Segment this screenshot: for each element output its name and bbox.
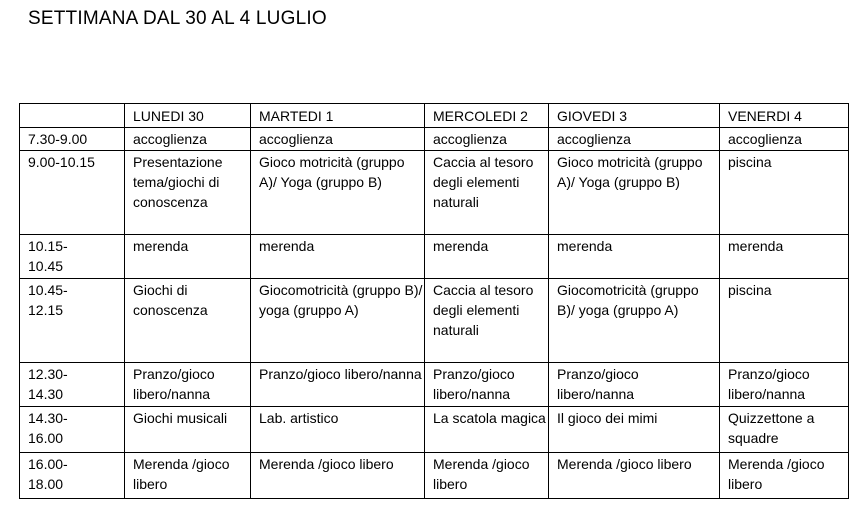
activity-cell-monday: Giochi di conoscenza xyxy=(125,279,251,363)
activity-cell-tuesday: Giocomotricità (gruppo B)/ yoga (gruppo A) xyxy=(251,279,425,363)
activity-cell-thursday: Gioco motricità (gruppo A)/ Yoga (gruppo B) xyxy=(549,151,720,235)
table-header-row xyxy=(20,104,849,128)
activity-cell-wednesday: Pranzo/gioco libero/nanna xyxy=(425,363,549,407)
activity-cell-wednesday: Merenda /gioco libero xyxy=(425,453,549,499)
time-cell: 10.15-10.45 xyxy=(20,235,125,279)
header-thursday: GIOVEDI 3 xyxy=(549,104,720,128)
header-monday: LUNEDI 30 xyxy=(125,104,251,128)
activity-cell-monday: Merenda /gioco libero xyxy=(125,453,251,499)
table-row xyxy=(20,128,849,151)
activity-cell-thursday: merenda xyxy=(549,235,720,279)
time-cell: 16.00-18.00 xyxy=(20,453,125,499)
activity-cell-friday: Merenda /gioco libero xyxy=(720,453,849,499)
activity-cell-wednesday: merenda xyxy=(425,235,549,279)
activity-cell-thursday: accoglienza xyxy=(549,128,720,151)
header-tuesday: MARTEDI 1 xyxy=(251,104,425,128)
activity-cell-tuesday: Pranzo/gioco libero/nanna xyxy=(251,363,425,407)
header-wednesday: MERCOLEDI 2 xyxy=(425,104,549,128)
table-row xyxy=(20,279,849,363)
activity-cell-thursday: Merenda /gioco libero xyxy=(549,453,720,499)
activity-cell-friday: piscina xyxy=(720,279,849,363)
activity-cell-friday: piscina xyxy=(720,151,849,235)
activity-cell-wednesday: accoglienza xyxy=(425,128,549,151)
table-row xyxy=(20,407,849,453)
activity-cell-friday: merenda xyxy=(720,235,849,279)
activity-cell-tuesday: Merenda /gioco libero xyxy=(251,453,425,499)
header-friday: VENERDI 4 xyxy=(720,104,849,128)
time-cell: 7.30-9.00 xyxy=(20,128,125,151)
activity-cell-friday: accoglienza xyxy=(720,128,849,151)
time-cell: 14.30-16.00 xyxy=(20,407,125,453)
activity-cell-monday: merenda xyxy=(125,235,251,279)
table-row xyxy=(20,453,849,499)
time-cell: 9.00-10.15 xyxy=(20,151,125,235)
activity-cell-monday: accoglienza xyxy=(125,128,251,151)
page-title: SETTIMANA DAL 30 AL 4 LUGLIO xyxy=(28,8,327,29)
header-time-column xyxy=(20,104,125,128)
weekly-schedule-table xyxy=(19,103,849,499)
activity-cell-wednesday: Caccia al tesoro degli elementi naturali xyxy=(425,279,549,363)
table-row xyxy=(20,235,849,279)
time-cell: 10.45-12.15 xyxy=(20,279,125,363)
activity-cell-thursday: Pranzo/gioco libero/nanna xyxy=(549,363,720,407)
activity-cell-tuesday: Lab. artistico xyxy=(251,407,425,453)
activity-cell-tuesday: merenda xyxy=(251,235,425,279)
activity-cell-wednesday: La scatola magica xyxy=(425,407,549,453)
table-row xyxy=(20,363,849,407)
activity-cell-thursday: Giocomotricità (gruppo B)/ yoga (gruppo A) xyxy=(549,279,720,363)
table-row xyxy=(20,151,849,235)
activity-cell-tuesday: accoglienza xyxy=(251,128,425,151)
activity-cell-thursday: Il gioco dei mimi xyxy=(549,407,720,453)
activity-cell-friday: Quizzettone a squadre xyxy=(720,407,849,453)
activity-cell-wednesday: Caccia al tesoro degli elementi naturali xyxy=(425,151,549,235)
activity-cell-monday: Pranzo/gioco libero/nanna xyxy=(125,363,251,407)
time-cell: 12.30-14.30 xyxy=(20,363,125,407)
activity-cell-friday: Pranzo/gioco libero/nanna xyxy=(720,363,849,407)
activity-cell-monday: Giochi musicali xyxy=(125,407,251,453)
activity-cell-tuesday: Gioco motricità (gruppo A)/ Yoga (gruppo B) xyxy=(251,151,425,235)
activity-cell-monday: Presentazione tema/giochi di conoscenza xyxy=(125,151,251,235)
